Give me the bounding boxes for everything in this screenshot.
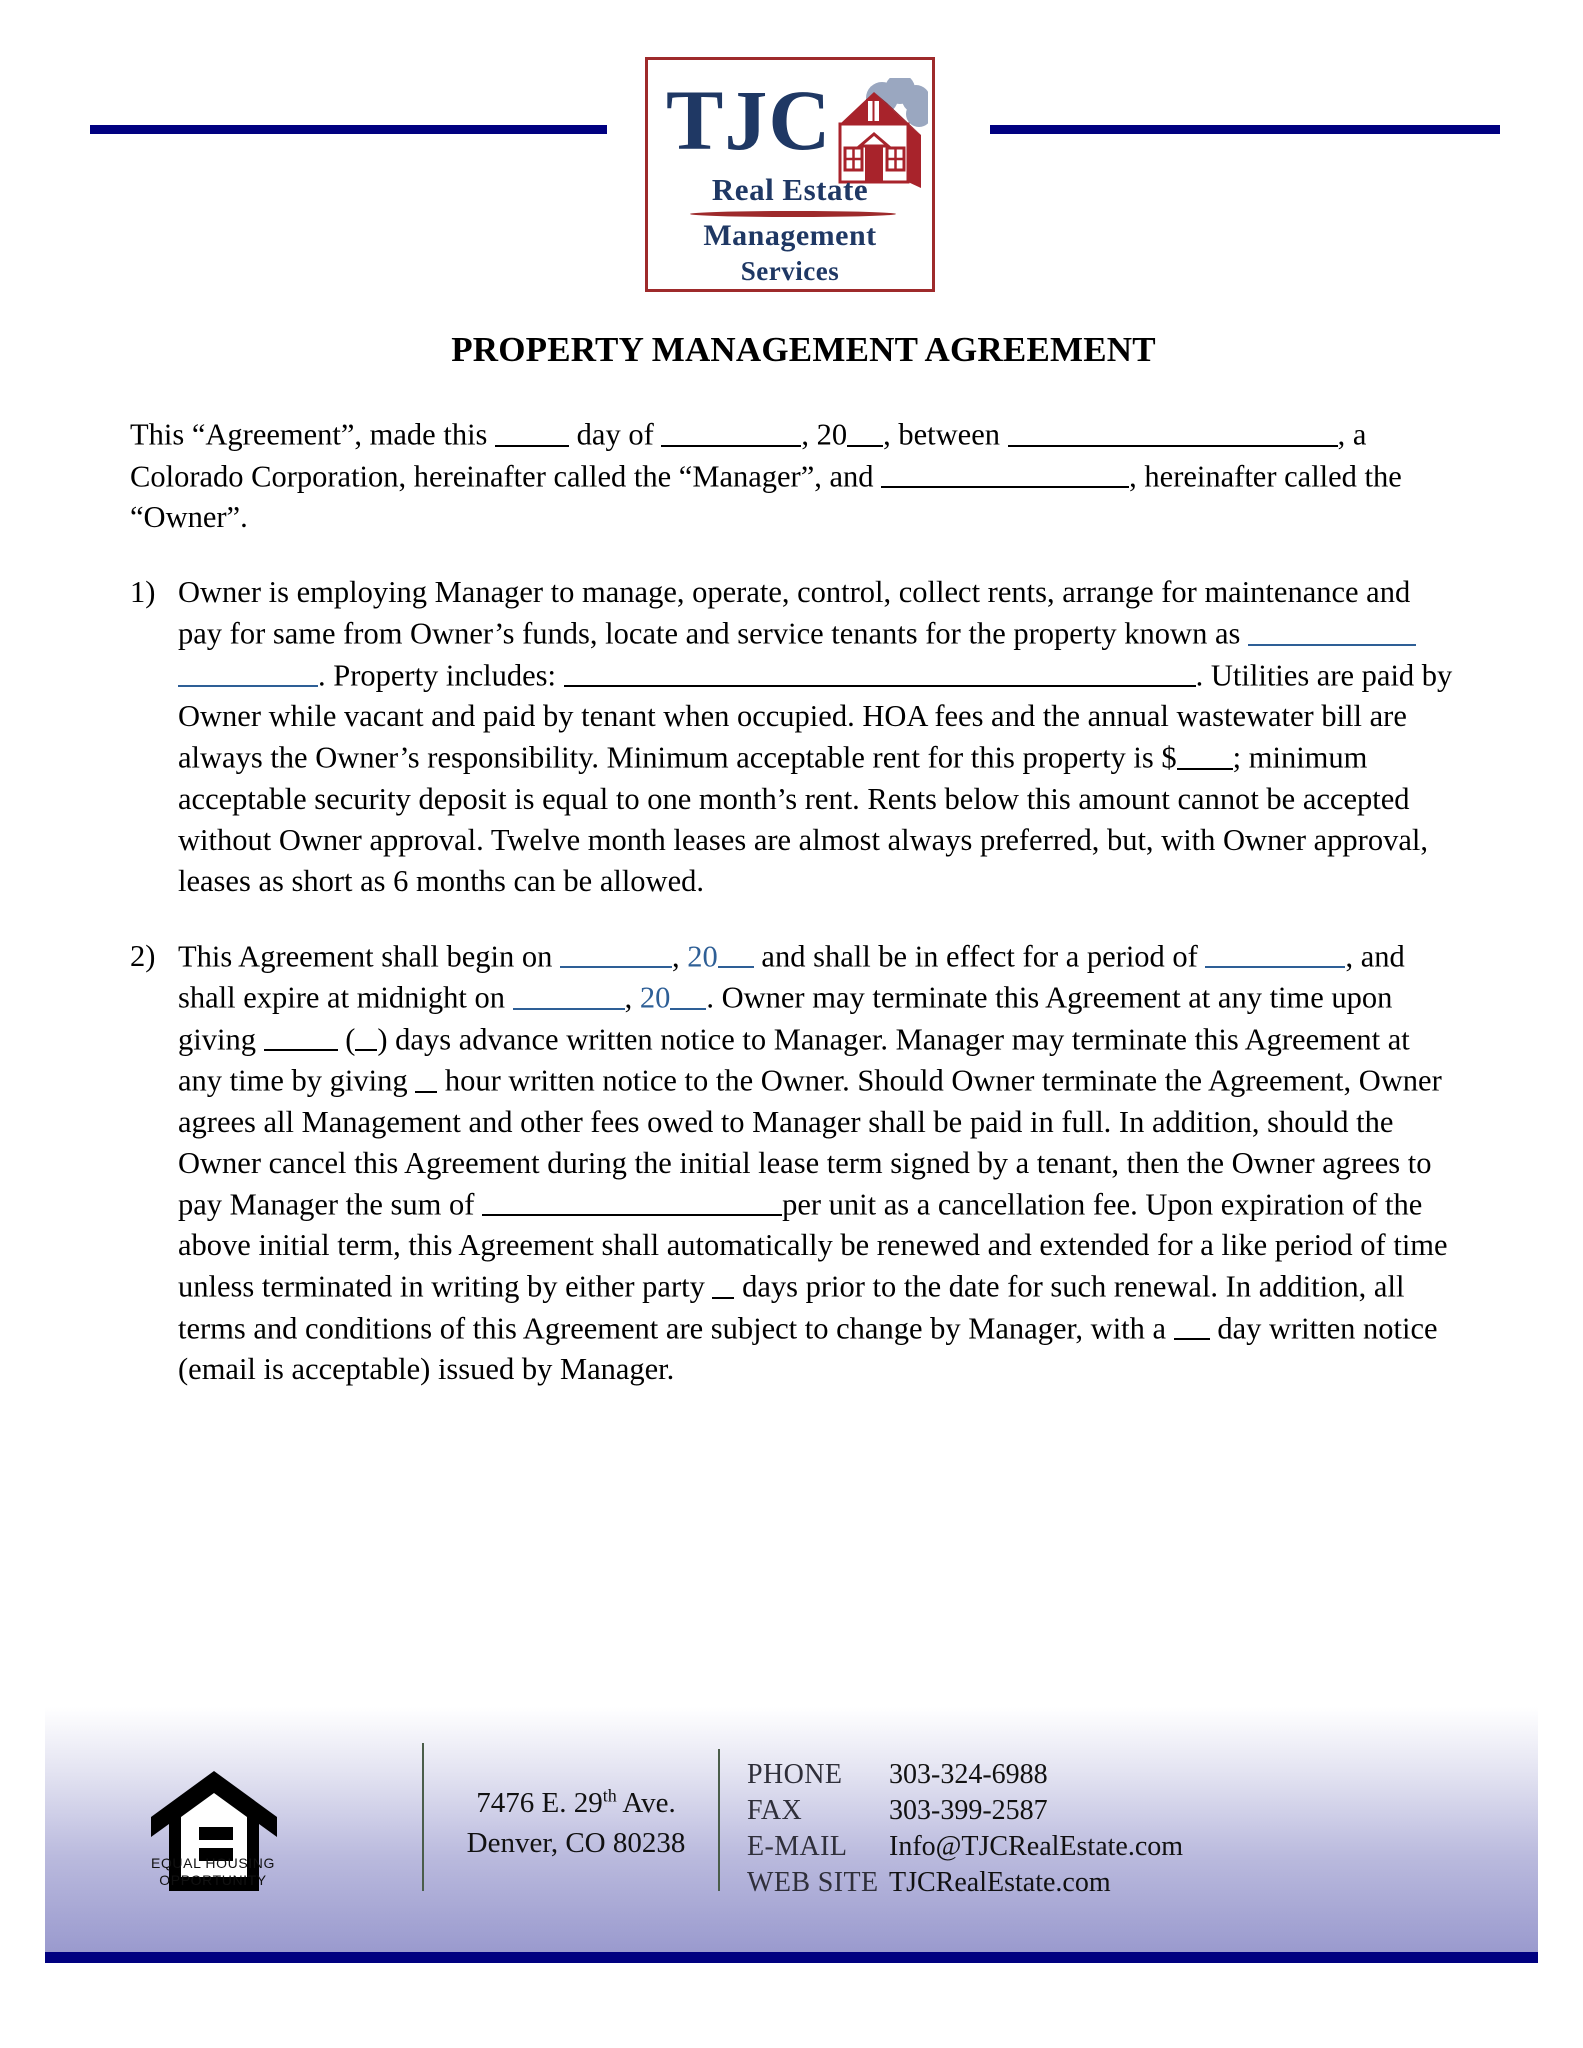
preamble-text-7: , hereinafter called the “Owner”.: [130, 459, 1402, 534]
clause-2-text-9: hour written notice to the Owner. Should Owner terminate the Agreement, Owner agrees all Management and other fees owed to Manager shall be paid in full. In addition, should the Owner cancel this Agreement during the initial lease term signed by a tenant, then the Owner agrees to pay Manager the sum of: [178, 1063, 1442, 1221]
company-logo: [645, 57, 935, 292]
footer-contact-block: [747, 1759, 1183, 1903]
expire-year-prefix: 20: [639, 980, 671, 1015]
address-street-ordinal: th: [602, 1785, 617, 1805]
manager-name-blank[interactable]: [1008, 414, 1338, 447]
logo-tagline-services: Services: [740, 256, 840, 286]
preamble-paragraph: [0, 414, 1583, 538]
address-street: [476, 1787, 676, 1819]
footer-divider-right: [718, 1749, 720, 1891]
clause-1-text-2: . Property includes:: [318, 658, 557, 692]
clause-2-text-2: ,: [672, 939, 680, 973]
clause-1-text-5: ; minimum acceptable security deposit is equal to one month’s rent. Rents below this amount cannot be accepted without Owner approval. Twelve month leases are almost always preferred, but, with Owner approval, leases as short as 6 months can be allowed.: [178, 740, 1428, 898]
notice-days-numeral-blank[interactable]: [355, 1019, 377, 1052]
logo-swoosh-divider: [690, 211, 896, 217]
clause-2-text-12: day written notice (email is acceptable) issued by Manager.: [178, 1311, 1438, 1386]
contact-label-website: WEB SITE: [747, 1867, 879, 1898]
contact-label-email: E-MAIL: [747, 1831, 848, 1862]
property-includes-blank[interactable]: [564, 655, 1196, 688]
month-blank[interactable]: [661, 414, 801, 447]
logo-tagline-real-estate: Real Estate: [711, 172, 869, 207]
eho-caption-line-1: EQUAL HOUSING: [151, 1855, 275, 1871]
clause-2-text-6: . Owner may terminate this Agreement at any time upon giving: [178, 980, 1393, 1056]
address-street-number: 7476 E. 29: [476, 1786, 603, 1819]
begin-year-prefix: 20: [687, 939, 718, 973]
contact-row-phone: [747, 1759, 1183, 1795]
renewal-notice-days-blank[interactable]: [712, 1266, 734, 1299]
document-body: [0, 330, 1583, 1424]
change-notice-days-blank[interactable]: [1174, 1308, 1210, 1341]
preamble-text-4: , between: [883, 417, 1000, 452]
clause-1: [0, 572, 1583, 902]
clause-2: [0, 936, 1583, 1391]
notice-days-blank[interactable]: [264, 1019, 338, 1052]
clause-2-text-5: ,: [624, 980, 633, 1015]
cancellation-fee-blank[interactable]: [482, 1184, 782, 1217]
page-header: [0, 0, 1583, 320]
clause-1-text-1: Owner is employing Manager to manage, operate, control, collect rents, arrange for maintenance and pay for same from Owner’s funds, locate and service tenants for the property known as: [178, 575, 1411, 651]
begin-date-blank[interactable]: [560, 936, 672, 969]
period-blank[interactable]: [1205, 936, 1345, 969]
footer-accent-bar: [45, 1952, 1538, 1963]
clause-2-text-10: per unit as a cancellation fee. Upon expiration of the above initial term, this Agreement shall automatically be renewed and extended for a like period of time unless terminated in writing by either party: [178, 1187, 1448, 1304]
clause-2-text-7: (: [345, 1022, 356, 1056]
contact-value-email[interactable]: Info@TJCRealEstate.com: [889, 1831, 1184, 1862]
day-blank[interactable]: [495, 414, 569, 447]
footer-divider-left: [422, 1743, 424, 1891]
equal-housing-caption: [137, 1855, 289, 1889]
year-blank[interactable]: [847, 414, 883, 447]
clause-1-text-3: .: [1195, 658, 1204, 692]
minimum-rent-blank[interactable]: [1177, 737, 1233, 770]
owner-name-blank[interactable]: [881, 456, 1129, 489]
expire-year-blank[interactable]: [670, 977, 706, 1010]
contact-value-website[interactable]: TJCRealEstate.com: [889, 1867, 1111, 1898]
clause-2-text-3: and shall be in effect for a period of: [761, 939, 1198, 973]
header-rule-left: [90, 125, 607, 134]
manager-hour-notice-blank[interactable]: [415, 1060, 437, 1093]
contact-row-website: [747, 1867, 1183, 1903]
address-city-state-zip: Denver, CO 80238: [466, 1826, 686, 1859]
address-street-suffix: Ave.: [616, 1786, 676, 1819]
contact-label-phone: PHONE: [747, 1759, 843, 1790]
contact-row-fax: [747, 1795, 1183, 1831]
contact-value-fax: 303-399-2587: [889, 1795, 1048, 1826]
clause-2-text-1: This Agreement shall begin on: [178, 939, 553, 973]
clause-1-text-4: Utilities are paid by Owner while vacant and paid by tenant when occupied. HOA fees and the annual wastewater bill are always the Owner’s responsibility. Minimum acceptable rent for this property is $: [178, 658, 1453, 775]
contact-label-fax: FAX: [747, 1795, 803, 1826]
property-address-blank-a[interactable]: [1248, 613, 1416, 646]
preamble-text-3: , 20: [801, 417, 848, 452]
logo-wordmark-tjc: TJC: [666, 72, 832, 168]
page-footer: [45, 1707, 1538, 1952]
expire-date-blank[interactable]: [513, 977, 625, 1010]
clause-2-text-4: , and shall expire at midnight on: [178, 939, 1405, 1015]
preamble-text-2: day of: [576, 417, 654, 452]
clause-2-marker: 2): [130, 938, 156, 973]
eho-caption-line-2: OPPORTUNITY: [159, 1872, 267, 1888]
property-address-blank-b[interactable]: [178, 655, 318, 688]
footer-address: [445, 1775, 707, 1863]
begin-year-blank[interactable]: [718, 936, 754, 969]
preamble-text-1: This “Agreement”, made this: [130, 417, 488, 452]
clause-1-marker: 1): [130, 575, 156, 609]
logo-tagline-management: Management: [703, 219, 877, 252]
page-title: PROPERTY MANAGEMENT AGREEMENT: [451, 330, 1156, 369]
contact-row-email: [747, 1831, 1183, 1867]
contact-value-phone: 303-324-6988: [889, 1759, 1048, 1790]
preamble-text-6: a Colorado Corporation, hereinafter called the “Manager”, and: [130, 417, 1367, 493]
preamble-text-5: ,: [1337, 417, 1346, 452]
clause-2-text-8: ) days advance written notice to Manager. Manager may terminate this Agreement at any time by giving: [178, 1022, 1410, 1098]
header-rule-right: [990, 125, 1500, 134]
clause-2-text-11: days prior to the date for such renewal. In addition, all terms and conditions of this Agreement are subject to change by Manager, with a: [178, 1269, 1405, 1345]
